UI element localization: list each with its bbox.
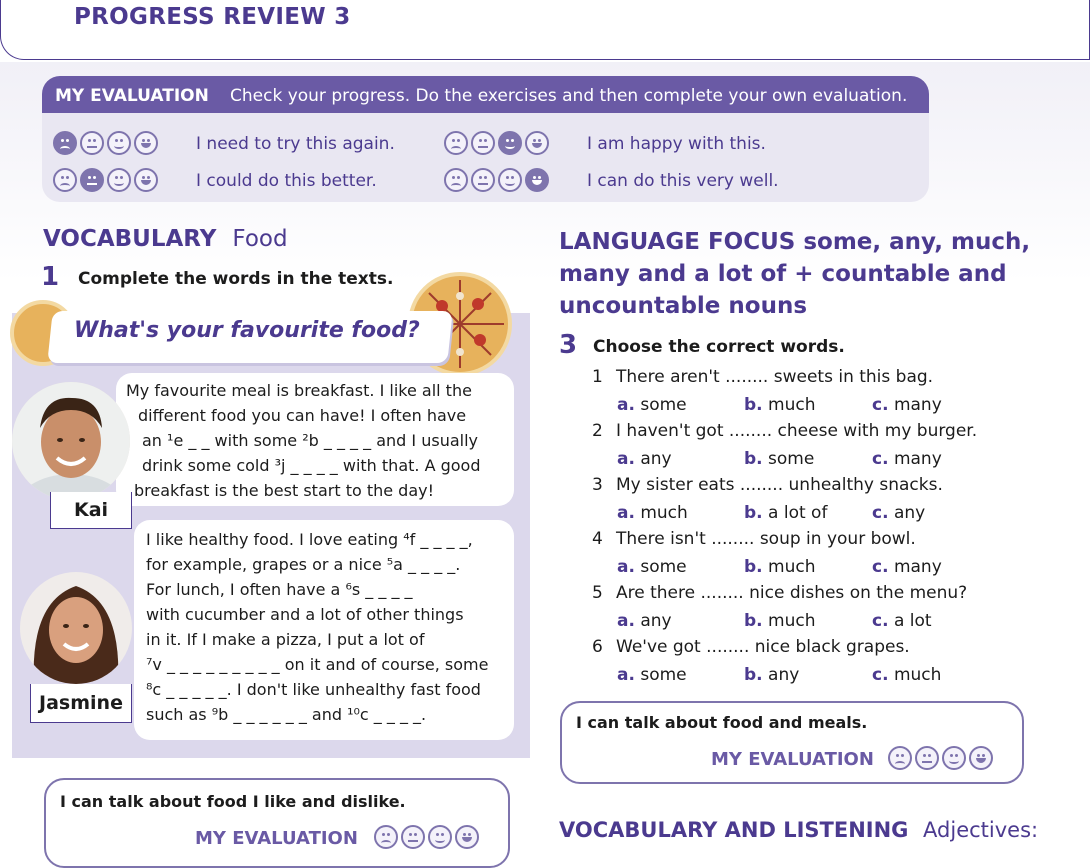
option-text: some [768, 449, 815, 469]
kai-name-tag: Kai [50, 492, 132, 529]
jasmine-text-line: for example, grapes or a nice ⁵a _ _ _ _. [146, 555, 461, 574]
option-text: much [893, 665, 942, 685]
can-do-evaluation-right: MY EVALUATION [711, 749, 874, 770]
question-text: My sister eats ........ unhealthy snacks. [616, 475, 943, 495]
option-text: much [768, 611, 816, 631]
option-text: much [768, 395, 816, 415]
kai-text-line: breakfast is the best start to the day! [134, 481, 435, 500]
option-text: much [768, 557, 816, 577]
evaluation-faces-row-3 [444, 131, 549, 155]
question-number: 3 [592, 475, 603, 495]
language-focus-heading [559, 226, 1030, 322]
option-a[interactable] [617, 665, 687, 685]
jasmine-text-line: in it. If I make a pizza, I put a lot of [146, 630, 425, 649]
sad-face-icon [444, 131, 468, 155]
evaluation-instruction: Check your progress. Do the exercises and then complete your own evaluation. [230, 86, 908, 106]
can-do-faces-right [888, 746, 993, 770]
option-letter: a. [617, 449, 635, 469]
sad-face-icon[interactable] [374, 825, 398, 849]
option-text: some [640, 665, 687, 685]
grin-face-icon [525, 168, 549, 192]
option-letter: a. [617, 503, 635, 523]
question-text: We've got ........ nice black grapes. [616, 637, 910, 657]
option-letter: a. [617, 665, 635, 685]
neutral-face-icon [80, 168, 104, 192]
option-letter: c. [872, 449, 889, 469]
option-letter: c. [872, 503, 889, 523]
neutral-face-icon [471, 168, 495, 192]
option-text: many [893, 395, 942, 415]
question-text: I haven't got ........ cheese with my burger. [616, 421, 978, 441]
smile-face-icon[interactable] [942, 746, 966, 770]
option-text: any [640, 449, 672, 469]
smile-face-icon [498, 131, 522, 155]
option-a[interactable] [617, 449, 672, 469]
sad-face-icon[interactable] [888, 746, 912, 770]
option-b[interactable] [744, 611, 816, 631]
option-c[interactable] [872, 503, 925, 523]
grin-face-icon [134, 168, 158, 192]
kai-text-line: drink some cold ³j _ _ _ _ with that. A good [142, 456, 481, 475]
neutral-face-icon[interactable] [915, 746, 939, 770]
language-focus-title-line: many and a lot of + countable and [559, 261, 1007, 287]
jasmine-name-tag: Jasmine [30, 684, 132, 723]
question-number: 4 [592, 529, 603, 549]
sad-face-icon [53, 131, 77, 155]
option-letter: b. [744, 503, 763, 523]
question-text: Are there ........ nice dishes on the menu? [616, 583, 968, 603]
page-title: PROGRESS REVIEW 3 [74, 4, 351, 30]
evaluation-faces-row-2 [53, 168, 158, 192]
jasmine-text-line: I like healthy food. I love eating ⁴f _ _ _ _, [146, 530, 473, 549]
kai-text-line: an ¹e _ _ with some ²b _ _ _ _ and I usually [142, 431, 478, 450]
evaluation-faces-row-4 [444, 168, 549, 192]
evaluation-item-2: I could do this better. [196, 171, 377, 191]
option-a[interactable] [617, 611, 672, 631]
option-b[interactable] [744, 449, 814, 469]
question-text: There isn't ........ soup in your bowl. [616, 529, 916, 549]
option-letter: c. [872, 611, 889, 631]
next-section-title: VOCABULARY AND LISTENING [559, 818, 909, 842]
evaluation-item-1: I need to try this again. [196, 134, 395, 154]
exercise-3-number: 3 [559, 330, 578, 360]
option-letter: b. [744, 449, 763, 469]
option-c[interactable] [872, 395, 942, 415]
option-letter: c. [872, 665, 889, 685]
neutral-face-icon[interactable] [401, 825, 425, 849]
vocabulary-heading [43, 226, 288, 252]
jasmine-text-line: For lunch, I often have a ⁶s _ _ _ _ [146, 580, 413, 599]
jasmine-text-line: ⁸c _ _ _ _ _. I don't like unhealthy fast food [146, 680, 481, 699]
jasmine-text-line: such as ⁹b _ _ _ _ _ _ and ¹⁰c _ _ _ _. [146, 705, 427, 724]
can-do-statement-left: I can talk about food I like and dislike. [60, 792, 406, 811]
option-a[interactable] [617, 557, 687, 577]
option-text: any [893, 503, 926, 523]
question-text: There aren't ........ sweets in this bag. [616, 367, 934, 387]
grin-face-icon [525, 131, 549, 155]
neutral-face-icon [471, 131, 495, 155]
exercise-1-instruction: Complete the words in the texts. [78, 269, 394, 289]
option-c[interactable] [872, 611, 932, 631]
option-c[interactable] [872, 449, 942, 469]
option-c[interactable] [872, 557, 942, 577]
kai-text-line: My favourite meal is breakfast. I like all the [126, 381, 472, 400]
next-section-heading [559, 818, 1038, 842]
evaluation-item-4: I can do this very well. [587, 171, 779, 191]
option-c[interactable] [872, 665, 941, 685]
smile-face-icon [107, 168, 131, 192]
evaluation-faces-row-1 [53, 131, 158, 155]
option-a[interactable] [617, 503, 688, 523]
grin-face-icon[interactable] [969, 746, 993, 770]
option-letter: c. [872, 557, 889, 577]
option-text: many [893, 449, 942, 469]
evaluation-item-3: I am happy with this. [587, 134, 766, 154]
option-b[interactable] [744, 503, 827, 523]
can-do-faces-left [374, 825, 479, 849]
vocabulary-title: VOCABULARY [43, 226, 217, 252]
option-letter: a. [617, 611, 635, 631]
option-b[interactable] [744, 395, 816, 415]
jasmine-avatar [20, 572, 132, 684]
question-number: 6 [592, 637, 603, 657]
option-letter: b. [744, 665, 763, 685]
option-letter: a. [617, 557, 635, 577]
option-text: any [768, 665, 800, 685]
option-letter: b. [744, 395, 763, 415]
jasmine-text-line: ⁷v _ _ _ _ _ _ _ _ _ on it and of course, some [146, 655, 489, 674]
grin-face-icon[interactable] [455, 825, 479, 849]
option-letter: c. [872, 395, 889, 415]
option-text: some [640, 395, 687, 415]
option-text: a lot of [768, 503, 828, 523]
exercise-1-number: 1 [41, 262, 60, 292]
question-number: 5 [592, 583, 603, 603]
option-letter: b. [744, 557, 763, 577]
language-focus-title-line: LANGUAGE FOCUS some, any, much, [559, 229, 1031, 255]
option-letter: a. [617, 395, 635, 415]
language-focus-title-line: uncountable nouns [559, 293, 808, 319]
kai-avatar [12, 382, 130, 500]
smile-face-icon [107, 131, 131, 155]
option-text: a lot [893, 611, 932, 631]
option-b[interactable] [744, 557, 816, 577]
can-do-statement-right: I can talk about food and meals. [576, 713, 868, 732]
banner-title: What's your favourite food? [74, 318, 420, 343]
option-b[interactable] [744, 665, 799, 685]
option-text: some [640, 557, 687, 577]
option-text: any [640, 611, 672, 631]
grin-face-icon [134, 131, 158, 155]
question-number: 2 [592, 421, 603, 441]
evaluation-label: MY EVALUATION [55, 86, 209, 106]
exercise-3-instruction: Choose the correct words. [593, 337, 845, 357]
option-a[interactable] [617, 395, 687, 415]
option-text: much [640, 503, 688, 523]
sad-face-icon [444, 168, 468, 192]
question-number: 1 [592, 367, 603, 387]
smile-face-icon [498, 168, 522, 192]
can-do-evaluation-left: MY EVALUATION [195, 828, 358, 849]
sad-face-icon [53, 168, 77, 192]
kai-text-line: different food you can have! I often have [138, 406, 467, 425]
option-letter: b. [744, 611, 763, 631]
vocabulary-subtitle: Food [232, 226, 288, 252]
jasmine-text-line: with cucumber and a lot of other things [146, 605, 464, 624]
next-section-subtitle: Adjectives: [923, 818, 1039, 842]
option-text: many [893, 557, 942, 577]
smile-face-icon[interactable] [428, 825, 452, 849]
neutral-face-icon [80, 131, 104, 155]
